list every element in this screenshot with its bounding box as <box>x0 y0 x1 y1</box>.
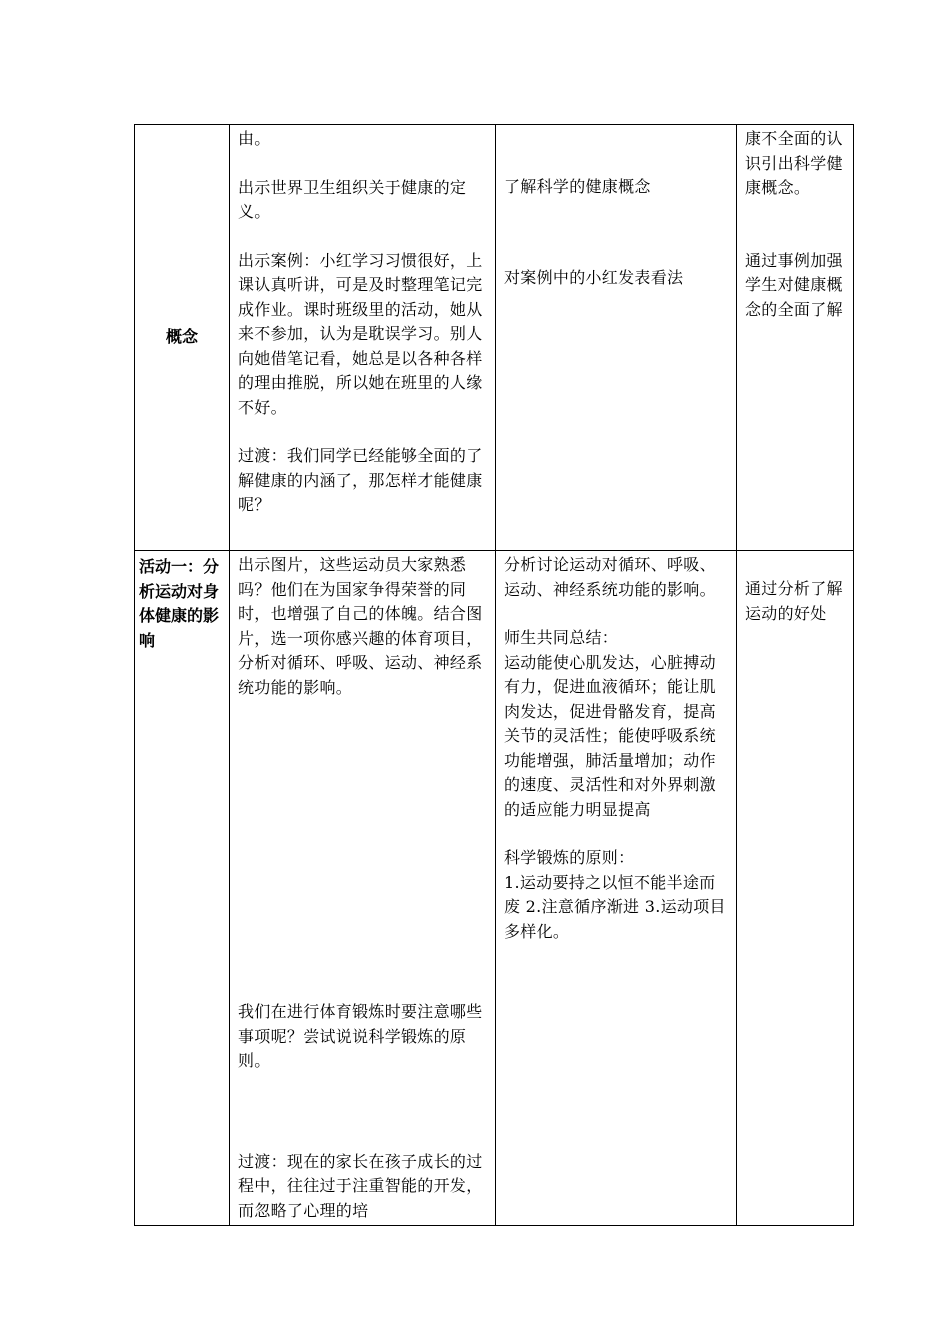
student-text: 1.运动要持之以恒不能半途而废 2.注意循序渐进 3.运动项目多样化。 <box>504 872 726 941</box>
teacher-text: 过渡：现在的家长在孩子成长的过程中，往往过于注重智能的开发，而忽略了心理的培 <box>238 1151 483 1220</box>
teacher-text: 我们在进行体育锻炼时要注意哪些事项呢？尝试说说科学锻炼的原则。 <box>238 1002 483 1070</box>
teacher-activity-cell <box>230 125 496 551</box>
teacher-text: 出示案例：小红学习习惯很好，上课认真听讲，可是及时整理笔记完成作业。课时班级里的活动，她从来不参加，认为是耽误学习。别人向她借笔记看，她总是以各种各样的理由推脱，所以她在班里的人缘不好。 <box>238 250 483 417</box>
student-text: 运动能使心肌发达，心脏搏动有力，促进血液循环；能让肌肉发达，促进骨骼发育，提高关节的灵活性；能使呼吸系统功能增强，肺活量增加；动作的速度、灵活性和对外界刺激的适应能力明显提高 <box>504 652 716 819</box>
teacher-activity-cell <box>230 551 496 1226</box>
student-activity-cell <box>496 551 737 1226</box>
student-text: 对案例中的小红发表看法 <box>504 267 684 287</box>
design-intent-cell <box>737 125 854 551</box>
lesson-plan-table <box>134 124 854 1226</box>
student-text: 师生共同总结： <box>504 628 619 647</box>
teacher-text: 由。 <box>238 129 271 148</box>
stage-cell <box>135 125 230 551</box>
intent-text: 通过分析了解运动的好处 <box>745 579 843 623</box>
student-activity-cell <box>496 125 737 551</box>
student-text: 科学锻炼的原则： <box>504 848 635 867</box>
teacher-text: 出示图片，这些运动员大家熟悉吗？他们在为国家争得荣誉的同时，也增强了自己的体魄。结合图片，选一项你感兴趣的体育项目，分析对循环、呼吸、运动、神经系统功能的影响。 <box>238 555 483 697</box>
teacher-text: 出示世界卫生组织关于健康的定义。 <box>238 177 467 221</box>
teacher-text: 过渡：我们同学已经能够全面的了解健康的内涵了，那怎样才能健康呢？ <box>238 446 483 514</box>
design-intent-cell <box>737 551 854 1226</box>
stage-label: 概念 <box>165 327 198 347</box>
table-row <box>135 125 854 551</box>
table-row <box>135 551 854 1226</box>
intent-text: 康不全面的认识引出科学健康概念。 <box>745 129 843 197</box>
intent-text: 通过事例加强学生对健康概念的全面了解 <box>745 250 843 319</box>
student-text: 分析讨论运动对循环、呼吸、运动、神经系统功能的影响。 <box>504 555 716 599</box>
stage-cell <box>135 551 230 1226</box>
stage-label: 活动一：分析运动对身体健康的影响 <box>139 557 220 650</box>
student-text: 了解科学的健康概念 <box>504 177 651 196</box>
